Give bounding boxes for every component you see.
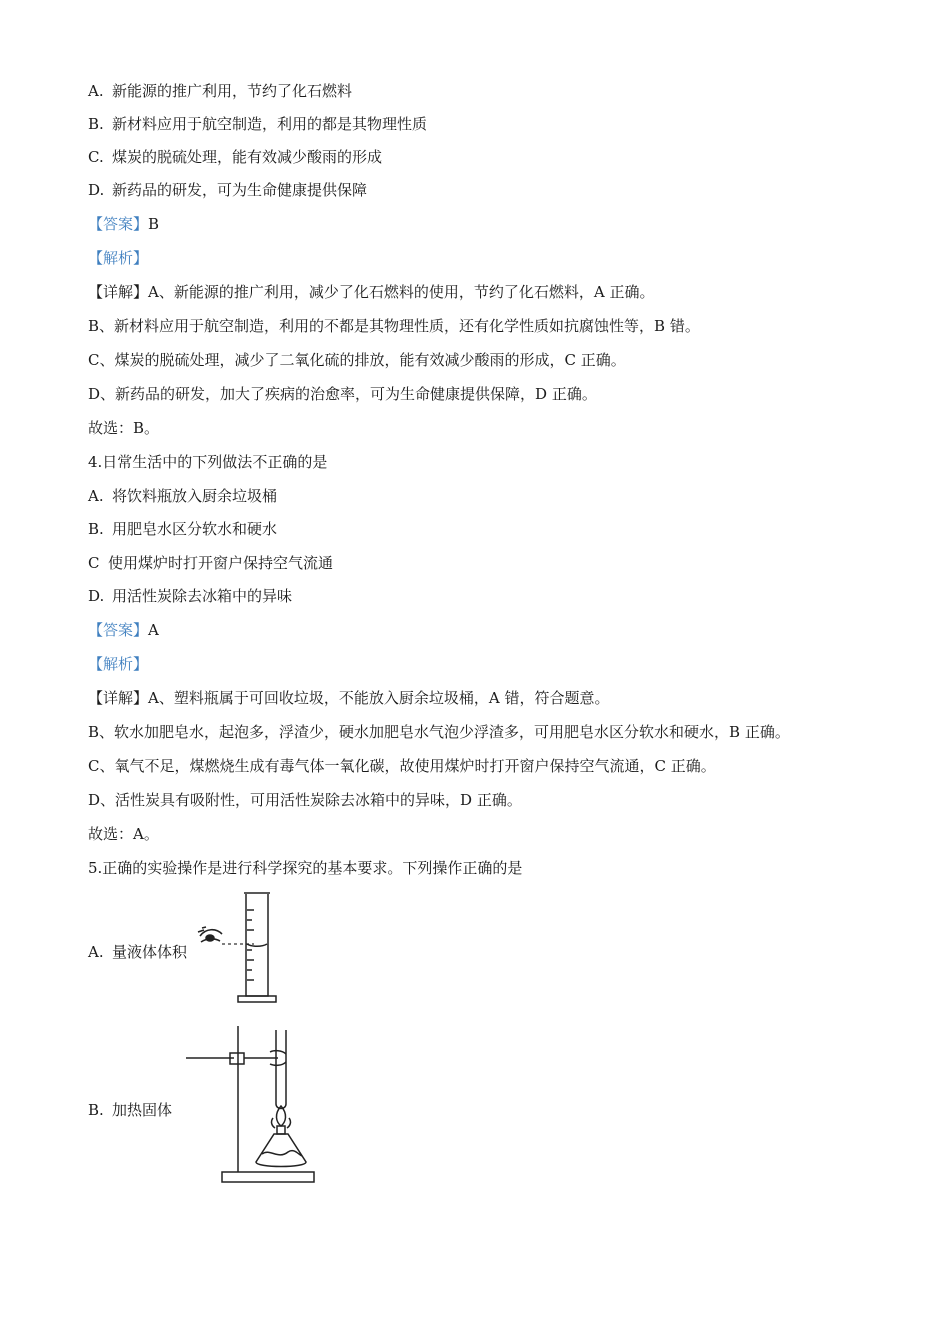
q3-conclusion: 故选：B。 bbox=[88, 419, 160, 437]
detail-tag: 【详解】 bbox=[88, 689, 149, 707]
q3-option-c bbox=[88, 147, 382, 167]
option-text: 新材料应用于航空制造，利用的都是其物理性质 bbox=[112, 115, 428, 133]
stand-base bbox=[222, 1172, 314, 1182]
q4-detail-line-1 bbox=[88, 688, 609, 708]
option-letter: C. bbox=[88, 148, 104, 166]
q3-option-d bbox=[88, 180, 367, 200]
analysis-tag: 【解析】 bbox=[88, 249, 149, 267]
option-text: 将饮料瓶放入厨余垃圾桶 bbox=[112, 487, 278, 505]
q3-detail-line-3: C、煤炭的脱硫处理，减少了二氧化硫的排放，能有效减少酸雨的形成，C 正确。 bbox=[88, 351, 626, 369]
q3-detail-line-2: B、新材料应用于航空制造，利用的不都是其物理性质，还有化学性质如抗腐蚀性等，B 错。 bbox=[88, 317, 700, 335]
option-text: 用活性炭除去冰箱中的异味 bbox=[112, 587, 293, 605]
answer-value: A bbox=[148, 621, 159, 639]
option-letter: D. bbox=[88, 181, 105, 199]
q4-option-d bbox=[88, 586, 292, 606]
q4-detail-line-3: C、氧气不足，煤燃烧生成有毒气体一氧化碳，故使用煤炉时打开窗户保持空气流通，C 正确。 bbox=[88, 757, 716, 775]
option-text: 新药品的研发，可为生命健康提供保障 bbox=[112, 181, 368, 199]
option-letter: B. bbox=[88, 520, 104, 538]
option-letter: D. bbox=[88, 587, 105, 605]
option-text: 量液体体积 bbox=[112, 943, 188, 961]
option-letter: B. bbox=[88, 115, 104, 133]
answer-tag: 【答案】 bbox=[88, 215, 149, 233]
detail-text: A、新能源的推广利用，减少了化石燃料的使用，节约了化石燃料，A 正确。 bbox=[148, 283, 655, 301]
q4-conclusion: 故选：A。 bbox=[88, 825, 159, 843]
option-letter: A. bbox=[88, 82, 104, 100]
q4-detail-line-2: B、软水加肥皂水，起泡多，浮渣少，硬水加肥皂水气泡少浮渣多，可用肥皂水区分软水和硬水，B 正确。 bbox=[88, 723, 790, 741]
q3-option-a bbox=[88, 81, 352, 101]
option-letter: B. bbox=[88, 1101, 104, 1119]
graduated-cylinder-figure bbox=[190, 890, 290, 1008]
q5-option-b bbox=[88, 1100, 172, 1120]
test-tube bbox=[276, 1030, 286, 1109]
detail-text: A、塑料瓶属于可回收垃圾，不能放入厨余垃圾桶，A 错，符合题意。 bbox=[148, 689, 610, 707]
detail-tag: 【详解】 bbox=[88, 283, 149, 301]
option-text: 加热固体 bbox=[112, 1101, 173, 1119]
q3-detail-line-4: D、新药品的研发，加大了疾病的治愈率，可为生命健康提供保障，D 正确。 bbox=[88, 385, 597, 403]
option-letter: C bbox=[88, 554, 100, 572]
option-text: 新能源的推广利用，节约了化石燃料 bbox=[112, 82, 353, 100]
option-letter: A. bbox=[88, 943, 104, 961]
q4-option-b bbox=[88, 519, 277, 539]
q3-answer bbox=[88, 214, 159, 234]
q4-option-a bbox=[88, 486, 277, 506]
option-letter: A. bbox=[88, 487, 104, 505]
option-text: 用肥皂水区分软水和硬水 bbox=[112, 520, 278, 538]
q4-stem: 4.日常生活中的下列做法不正确的是 bbox=[88, 453, 328, 471]
eye-icon bbox=[198, 927, 222, 942]
option-text: 煤炭的脱硫处理，能有效减少酸雨的形成 bbox=[112, 148, 383, 166]
q5-stem: 5.正确的实验操作是进行科学探究的基本要求。下列操作正确的是 bbox=[88, 859, 523, 877]
q4-answer bbox=[88, 620, 159, 640]
q3-analysis-heading bbox=[88, 248, 148, 268]
heating-apparatus-figure bbox=[178, 1022, 318, 1188]
q3-option-b bbox=[88, 114, 427, 134]
q4-option-c bbox=[88, 553, 333, 573]
alcohol-lamp bbox=[256, 1134, 306, 1167]
analysis-tag: 【解析】 bbox=[88, 655, 149, 673]
q5-option-a bbox=[88, 942, 187, 962]
q3-detail-line-1 bbox=[88, 282, 654, 302]
q4-detail-line-4: D、活性炭具有吸附性，可用活性炭除去冰箱中的异味，D 正确。 bbox=[88, 791, 522, 809]
q4-analysis-heading bbox=[88, 654, 148, 674]
answer-tag: 【答案】 bbox=[88, 621, 149, 639]
option-text: 使用煤炉时打开窗户保持空气流通 bbox=[108, 554, 334, 572]
answer-value: B bbox=[148, 215, 160, 233]
